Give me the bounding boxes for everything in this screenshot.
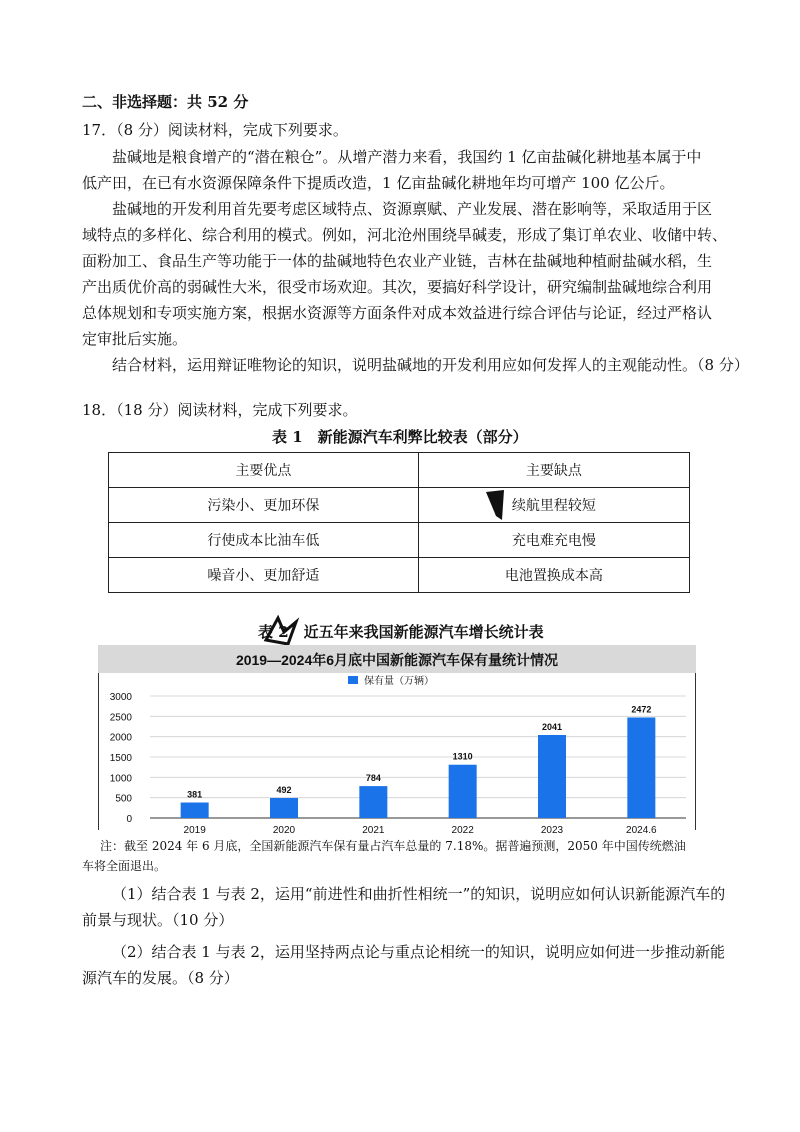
bar — [538, 735, 566, 818]
bar — [449, 765, 477, 818]
q17-line: 产出质优价高的弱碱性大米，很受市场欢迎。其次，要搞好科学设计，研究编制盐碱地综合利用 — [82, 278, 713, 296]
x-tick-label: 2024.6 — [626, 825, 657, 835]
q18-sub1: 前景与现状。（10 分） — [82, 911, 234, 929]
data-label: 381 — [187, 789, 203, 800]
table-cell: 行使成本比油车低 — [109, 523, 419, 558]
bar — [270, 798, 298, 818]
bar-chart — [98, 645, 696, 835]
q17-line: 盐碱地的开发利用首先要考虑区域特点、资源禀赋、产业发展、潜在影响等，采取适用于区 — [112, 200, 713, 218]
q17-line: 总体规划和专项实施方案，根据水资源等方面条件对成本效益进行综合评估与论证，经过严格认 — [82, 304, 713, 322]
table-cell: 电池置换成本高 — [418, 558, 689, 593]
data-label: 492 — [276, 784, 292, 795]
q17-line: 盐碱地是粮食增产的“潜在粮仓”。从增产潜力来看，我国约 1 亿亩盐碱化耕地基本属于中 — [112, 148, 702, 166]
q18-sub2: （2）结合表 1 与表 2，运用坚持两点论与重点论相统一的知识，说明应如何进一步推动新能 — [112, 943, 725, 961]
scan-smudge — [482, 486, 522, 526]
table-cell: 续航里程较短 — [418, 488, 689, 523]
legend-swatch — [348, 676, 358, 684]
chart-title: 2019—2024年6月底中国新能源汽车保有量统计情况 — [235, 652, 559, 668]
x-tick-label: 2019 — [183, 825, 206, 835]
data-label: 784 — [365, 773, 381, 784]
x-tick-label: 2022 — [451, 825, 474, 835]
q17-question: 结合材料，运用辩证唯物论的知识，说明盐碱地的开发利用应如何发挥人的主观能动性。（8 分） — [112, 356, 749, 374]
y-tick-label: 1500 — [109, 753, 132, 764]
x-tick-label: 2020 — [272, 825, 296, 835]
q17-line: 低产田，在已有水资源保障条件下提质改造，1 亿亩盐碱化耕地年均可增产 100 亿公斤。 — [82, 174, 675, 192]
table-header: 主要优点 — [109, 453, 419, 488]
q18-sub1: （1）结合表 1 与表 2，运用“前进性和曲折性相统一”的知识，说明应如何认识新能源汽车的 — [112, 885, 726, 903]
q17-line: 面粉加工、食品生产等功能于一体的盐碱地特色农业产业链，吉林在盐碱地种植耐盐碱水稻，生 — [82, 252, 713, 270]
legend-label: 保有量（万辆） — [364, 676, 434, 687]
section-header: 二、非选择题：共 52 分 — [82, 93, 249, 111]
table-cell: 充电难充电慢 — [418, 523, 689, 558]
chart-note: 注：截至 2024 年 6 月底，全国新能源汽车保有量占汽车总量的 7.18%。据普遍预测，2050 年中国传统燃油 — [100, 839, 686, 853]
y-tick-label: 2500 — [109, 712, 132, 724]
table-row — [109, 523, 690, 558]
table1-caption: 表 1 新能源汽车利弊比较表（部分） — [272, 428, 528, 446]
bar — [181, 803, 209, 818]
q17-stem: 17．（8 分）阅读材料，完成下列要求。 — [82, 121, 348, 139]
q17-line: 域特点的多样化、综合利用的模式。例如，河北沧州围绕旱碱麦，形成了集订单农业、收储中转、 — [82, 226, 728, 244]
data-label: 2472 — [631, 704, 652, 715]
bar — [359, 786, 387, 818]
data-label: 2041 — [541, 721, 563, 732]
table-header-row — [109, 453, 690, 488]
q17-line: 定审批后实施。 — [82, 330, 188, 348]
table-header: 主要缺点 — [418, 453, 689, 488]
chart-note: 车将全面退出。 — [82, 859, 167, 873]
table2-caption: 表 2 近五年来我国新能源汽车增长统计表 — [258, 623, 544, 641]
table-cell: 污染小、更加环保 — [109, 488, 419, 523]
x-tick-label: 2023 — [540, 825, 564, 835]
y-tick-label: 2000 — [109, 732, 132, 744]
y-tick-label: 0 — [126, 814, 132, 825]
table1 — [108, 452, 690, 593]
bar — [627, 717, 655, 818]
y-tick-label: 3000 — [109, 692, 132, 703]
table-row — [109, 558, 690, 593]
y-tick-label: 1000 — [109, 773, 132, 785]
data-label: 1310 — [452, 751, 473, 762]
table-row — [109, 488, 690, 523]
table-cell: 噪音小、更加舒适 — [109, 558, 419, 593]
q18-sub2: 源汽车的发展。（8 分） — [82, 969, 239, 987]
y-tick-label: 500 — [115, 793, 132, 805]
x-tick-label: 2021 — [362, 825, 385, 835]
q18-stem: 18．（18 分）阅读材料，完成下列要求。 — [82, 401, 358, 419]
